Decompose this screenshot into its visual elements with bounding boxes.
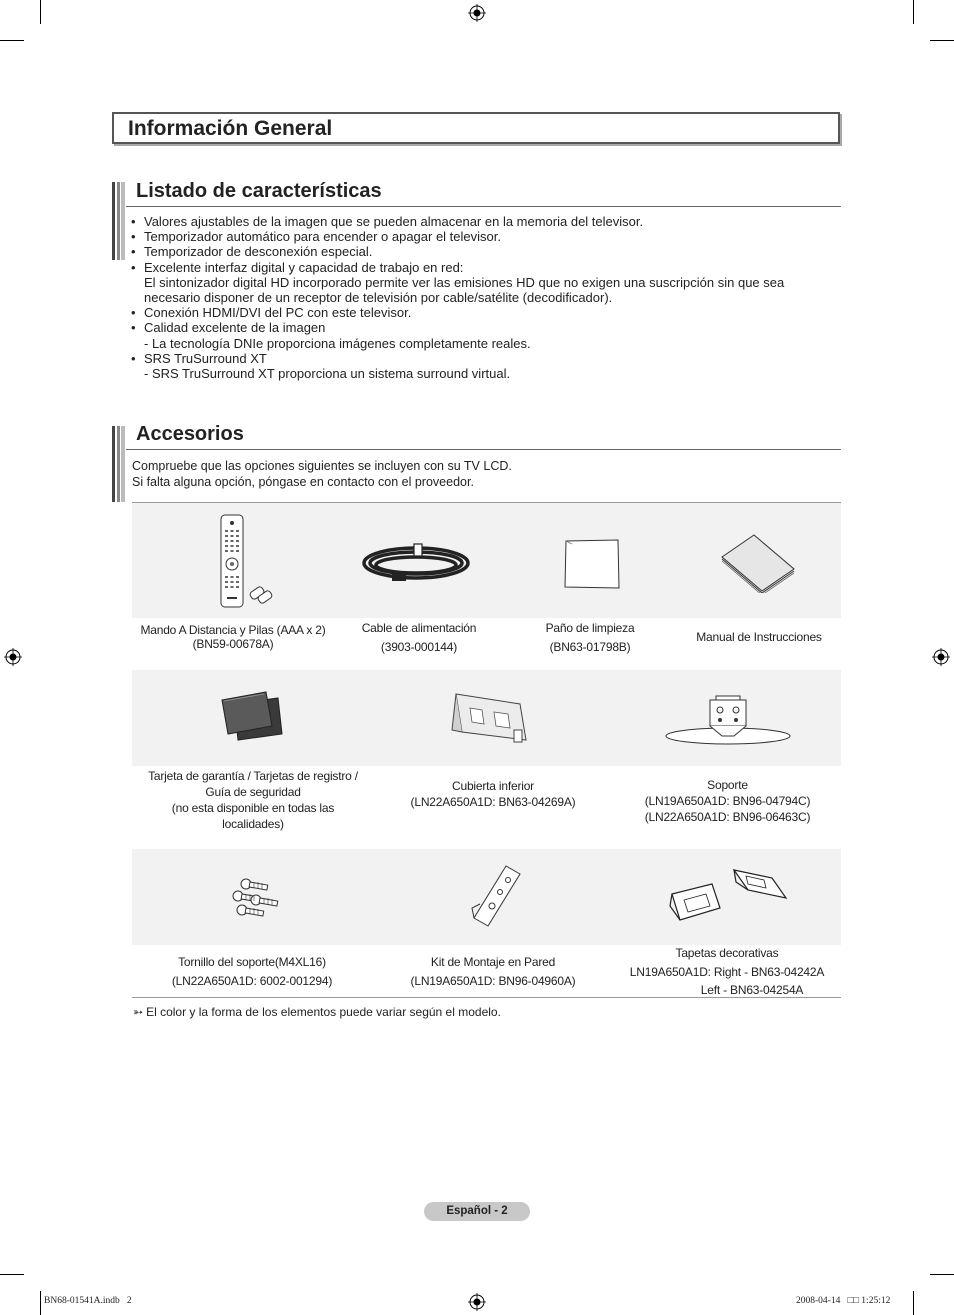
feature-text: • Temporizador automático para encender o apagar el televisor. [144,229,501,245]
main-title-box [112,112,840,144]
features-title: Listado de características [136,180,382,202]
cloth-icon [562,538,622,590]
feature-subtext: necesario disponer de un receptor de televisión por cable/satélite (decodificador). [144,290,613,306]
section-bar [112,426,125,502]
footer-file: BN68-01541A.indb 2 [44,1296,132,1306]
feature-subtext: El sintonizador digital HD incorporado permite ver las emisiones HD que no exigen una suscripción sin que sea [144,274,785,290]
registration-mark-icon [932,648,950,666]
note-arrow-icon: ➳ [133,1005,144,1019]
accessory-caption-warranty-card: Tarjeta de garantía / Tarjetas de registro / Guía de seguridad (no esta disponible en todas las localidades) [148,769,358,831]
feature-item [131,320,831,350]
page-title: Información General [128,117,333,140]
wall-mount-icon [470,864,524,928]
section-rule [126,206,841,207]
cards-icon [220,690,284,742]
accessory-caption-remote: Mando A Distancia y Pilas (AAA x 2) (BN59-00678A) [140,623,326,651]
feature-subtext: - SRS TruSurround XT proporciona un sistema surround virtual. [144,366,511,382]
feature-text: • Conexión HDMI/DVI del PC con este televisor. [144,305,412,321]
feature-text: • Valores ajustables de la imagen que se pueden almacenar en la memoria del televisor. [144,214,644,229]
feature-text: • SRS TruSurround XT [144,350,267,366]
feature-item [131,214,831,229]
intro-line: Compruebe que las opciones siguientes se incluyen con su TV LCD. [132,459,512,473]
accessory-caption-stand: Soporte (LN19A650A1D: BN96-04794C) (LN22A650A1D: BN96-06463C) [644,778,811,824]
screws-icon [226,876,282,920]
feature-text: • Excelente interfaz digital y capacidad de trabajo en red: [144,259,464,275]
accessory-caption-manual: Manual de Instrucciones [696,630,822,644]
feature-text: • Calidad excelente de la imagen [144,320,326,336]
remote-control-icon [218,513,274,609]
bottom-cover-icon [448,690,530,748]
intro-line: Si falta alguna opción, póngase en contacto con el proveedor. [132,475,474,489]
page-number: Español - 2 [424,1202,530,1221]
accessories-intro [132,458,512,490]
accessory-caption-stand-screws: Tornillo del soporte(M4XL16) (LN22A650A1D: 6002-001294) [171,955,333,988]
registration-mark-icon [468,1293,486,1311]
registration-mark-icon [468,4,486,22]
footer-timestamp: 2008-04-14 □□ 1:25:12 [796,1296,891,1306]
accessory-caption-bottom-cover: Cubierta inferior (LN22A650A1D: BN63-04269A) [410,779,576,809]
accessory-caption-power-cable: Cable de alimentación (3903-000144) [361,621,477,654]
accessory-caption-cleaning-cloth: Paño de limpieza (BN63-01798B) [545,621,635,654]
power-cable-icon [360,538,476,588]
feature-item [131,351,831,381]
stand-icon [664,694,792,748]
feature-item [131,244,831,259]
feature-subtext: - La tecnología DNIe proporciona imágenes completamente reales. [144,335,531,351]
feature-item [131,229,831,244]
accessories-note: ➳ El color y la forma de los elementos puede variar según el modelo. [133,1005,501,1019]
section-rule [126,449,841,450]
accessories-title: Accesorios [136,423,244,445]
accessory-caption-decorative-covers: Tapetas decorativas LN19A650A1D: Right - BN63-04242A Left - BN63-04254A [629,946,825,997]
section-bar [112,182,125,260]
registration-mark-icon [4,648,22,666]
feature-item [131,305,831,320]
manual-icon [718,533,798,593]
covers-icon [666,864,792,926]
feature-text: • Temporizador de desconexión especial. [144,244,373,260]
features-list [131,214,831,381]
accessory-caption-wall-mount-kit: Kit de Montaje en Pared (LN19A650A1D: BN96-04960A) [410,955,576,988]
feature-item [131,260,831,306]
